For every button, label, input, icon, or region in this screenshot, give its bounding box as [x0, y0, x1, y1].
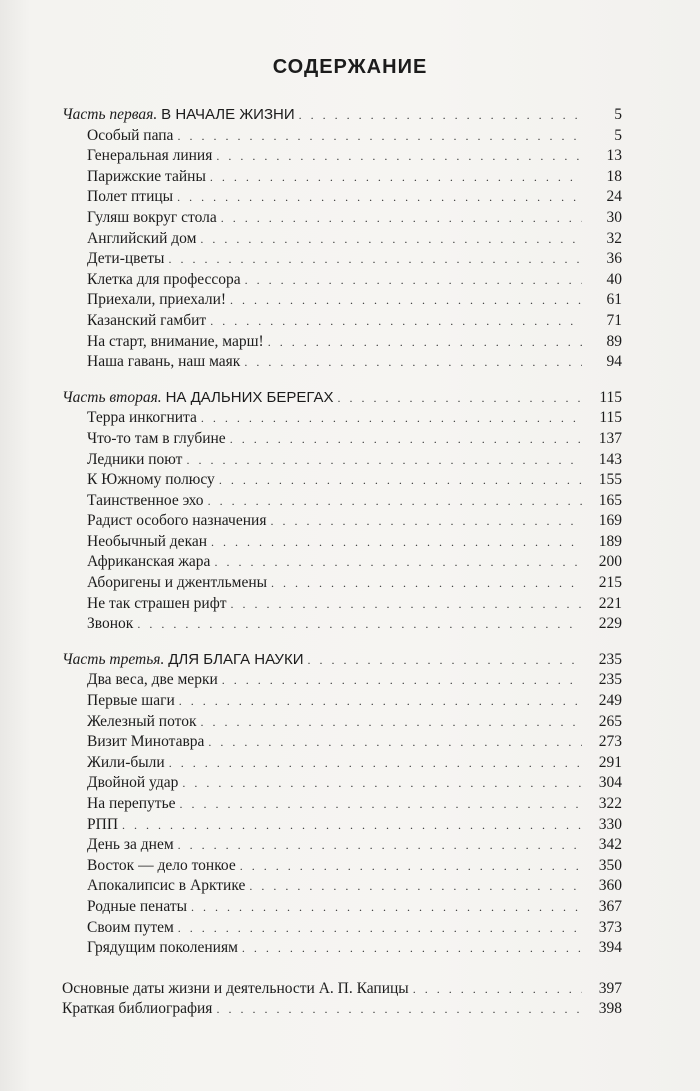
chapter-entry-title — [87, 208, 217, 229]
page-number: 322 — [598, 795, 622, 812]
chapter-title: Радист особого назначения — [87, 512, 267, 530]
part-heading-title — [62, 105, 295, 126]
chapter-title: Особый папа — [87, 126, 174, 144]
chapter-entry-title — [87, 229, 196, 250]
chapter-entry — [62, 773, 622, 794]
chapter-entry-title — [87, 532, 207, 553]
dot-leader — [230, 290, 582, 311]
page-number: 189 — [598, 532, 622, 550]
part-heading-title — [62, 388, 334, 409]
chapter-title: Терра инкогнита — [87, 409, 197, 427]
dot-leader — [201, 408, 582, 429]
chapter-entry — [62, 712, 622, 733]
dot-leader — [230, 429, 582, 450]
page-number: 373 — [598, 918, 622, 936]
chapter-title: Аборигены и джентльмены — [87, 574, 268, 592]
dot-leader — [208, 491, 582, 512]
page-number: 5 — [614, 106, 622, 123]
part-heading — [62, 650, 622, 671]
chapter-entry — [62, 614, 622, 635]
chapter-title: На перепутье — [87, 795, 176, 812]
part-heading — [62, 388, 622, 409]
page-number: 350 — [598, 856, 622, 874]
dot-leader — [168, 249, 582, 270]
chapter-entry-title — [87, 187, 173, 208]
chapter-entry — [62, 552, 622, 573]
chapter-entry — [62, 332, 622, 353]
dot-leader — [191, 897, 582, 918]
dot-leader — [214, 552, 582, 573]
dot-leader — [249, 876, 582, 897]
chapter-title: Грядущим поколениям — [87, 939, 238, 957]
dot-leader — [271, 573, 582, 594]
chapter-entry — [62, 753, 622, 774]
chapter-title: Визит Минотавра — [87, 733, 205, 751]
chapter-entry — [62, 918, 622, 939]
appendix-title: Основные даты жизни и деятельности А. П. Капицы — [62, 979, 409, 997]
chapter-entry — [62, 450, 622, 471]
page-number: 398 — [598, 1000, 622, 1018]
page-number: 330 — [598, 815, 622, 833]
table-of-contents — [62, 105, 622, 1020]
chapter-entry-title — [87, 876, 245, 897]
chapter-title: Английский дом — [87, 229, 197, 247]
chapter-entry-title — [87, 732, 204, 753]
chapter-entry — [62, 691, 622, 712]
dot-leader — [186, 450, 582, 471]
chapter-title: Таинственное эхо — [87, 491, 204, 509]
chapter-entry-title — [87, 146, 212, 167]
page-number: 165 — [598, 491, 622, 509]
chapter-entry-title — [87, 614, 133, 635]
dot-leader — [216, 999, 582, 1020]
appendix-title: Краткая библиография — [62, 1000, 213, 1018]
dot-leader — [210, 167, 582, 188]
chapter-entry-title — [87, 773, 178, 794]
chapter-entry-title — [87, 938, 238, 959]
dot-leader — [240, 856, 582, 877]
chapter-entry — [62, 126, 622, 147]
dot-leader — [231, 594, 582, 615]
chapter-entry — [62, 208, 622, 229]
chapter-title: День за днем — [87, 836, 174, 854]
chapter-entry-title — [87, 249, 164, 270]
chapter-title: Своим путем — [87, 918, 174, 936]
chapter-entry — [62, 187, 622, 208]
page-number: 360 — [598, 877, 622, 895]
page-number: 215 — [598, 574, 622, 592]
chapter-entry — [62, 532, 622, 553]
chapter-entry-title — [87, 511, 266, 532]
chapter-title: Двойной удар — [87, 774, 179, 792]
chapter-entry — [62, 594, 622, 615]
dot-leader — [242, 938, 582, 959]
chapter-title: Клетка для профессора — [87, 270, 241, 288]
chapter-entry-title — [87, 712, 196, 733]
chapter-entry-title — [87, 835, 174, 856]
page-number: 61 — [606, 291, 622, 309]
chapter-entry-title — [87, 918, 174, 939]
chapter-entry — [62, 270, 622, 291]
chapter-entry — [62, 229, 622, 250]
dot-leader — [211, 532, 582, 553]
chapter-entry-title — [87, 670, 218, 691]
chapter-entry-title — [87, 897, 187, 918]
chapter-title: Необычный декан — [87, 532, 208, 550]
chapter-title: Железный поток — [87, 712, 197, 730]
chapter-entry — [62, 876, 622, 897]
dot-leader — [179, 691, 582, 712]
dot-leader — [177, 187, 582, 208]
chapter-entry — [62, 470, 622, 491]
page-number: 342 — [598, 836, 622, 854]
page-number: 94 — [606, 353, 622, 371]
chapter-title: Не так страшен рифт — [87, 594, 227, 612]
dot-leader — [210, 311, 582, 332]
chapter-entry-title — [87, 332, 264, 353]
page-number: 143 — [598, 450, 622, 468]
part-heading — [62, 105, 622, 126]
chapter-entry — [62, 794, 622, 815]
part-name: НА ДАЛЬНИХ БЕРЕГАХ — [165, 388, 334, 406]
chapter-title: Приехали, приехали! — [87, 291, 227, 309]
chapter-entry-title — [87, 450, 182, 471]
page-title: СОДЕРЖАНИЕ — [272, 56, 428, 78]
dot-leader — [180, 794, 582, 815]
page-number: 221 — [598, 594, 622, 612]
chapter-entry-title — [87, 311, 206, 332]
page-number: 235 — [598, 671, 622, 689]
chapter-title: Генеральная линия — [87, 147, 213, 165]
chapter-entry-title — [87, 594, 227, 615]
dot-leader — [221, 208, 582, 229]
chapter-entry — [62, 732, 622, 753]
chapter-title: Африканская жара — [87, 553, 211, 571]
chapter-entry-title — [87, 429, 226, 450]
chapter-title: Казанский гамбит — [87, 311, 207, 329]
dot-leader — [216, 146, 582, 167]
chapter-entry-title — [87, 270, 241, 291]
chapter-entry — [62, 311, 622, 332]
chapter-entry — [62, 429, 622, 450]
appendix-entry-title — [62, 979, 409, 1000]
page-number: 273 — [598, 733, 622, 751]
chapter-title: Дети-цветы — [87, 250, 165, 268]
chapter-entry-title — [87, 815, 118, 836]
chapter-entry — [62, 670, 622, 691]
chapter-title: Звонок — [87, 615, 134, 633]
part-name: В НАЧАЛЕ ЖИЗНИ — [161, 106, 295, 123]
section-gap — [62, 373, 622, 388]
dot-leader — [182, 773, 582, 794]
appendix-entry — [62, 979, 622, 1000]
chapter-entry — [62, 352, 622, 373]
chapter-entry — [62, 815, 622, 836]
part-label: Часть первая. — [62, 106, 158, 123]
chapter-title: Что-то там в глубине — [87, 429, 226, 447]
chapter-title: Два веса, две мерки — [87, 671, 218, 689]
page-number: 89 — [606, 332, 622, 350]
dot-leader — [338, 388, 582, 409]
page-number: 115 — [599, 409, 622, 427]
chapter-entry — [62, 835, 622, 856]
chapter-entry-title — [87, 491, 204, 512]
chapter-entry — [62, 146, 622, 167]
dot-leader — [222, 670, 582, 691]
dot-leader — [122, 815, 582, 836]
part-label: Часть третья. — [62, 650, 165, 668]
dot-leader — [169, 753, 582, 774]
chapter-entry — [62, 856, 622, 877]
chapter-entry — [62, 938, 622, 959]
chapter-entry — [62, 290, 622, 311]
dot-leader — [178, 918, 582, 939]
page-number: 24 — [606, 188, 622, 206]
dot-leader — [270, 511, 582, 532]
chapter-entry — [62, 573, 622, 594]
page-number: 18 — [606, 167, 622, 185]
dot-leader — [177, 126, 582, 147]
dot-leader — [200, 712, 582, 733]
chapter-title: Апокалипсис в Арктике — [87, 877, 246, 895]
chapter-entry — [62, 511, 622, 532]
chapter-title: Ледники поют — [87, 450, 183, 468]
chapter-entry-title — [87, 408, 197, 429]
chapter-entry — [62, 491, 622, 512]
chapter-entry — [62, 167, 622, 188]
part-heading-title — [62, 650, 303, 671]
chapter-entry-title — [87, 753, 165, 774]
dot-leader — [245, 270, 582, 291]
dot-leader — [299, 105, 582, 126]
page-number: 235 — [598, 650, 622, 668]
chapter-entry-title — [87, 126, 173, 147]
page-number: 200 — [598, 553, 622, 571]
page-number: 304 — [598, 774, 622, 792]
chapter-title: Жили-были — [87, 753, 165, 771]
page-number: 249 — [598, 692, 622, 710]
dot-leader — [208, 732, 582, 753]
chapter-entry-title — [87, 167, 206, 188]
dot-leader — [268, 332, 582, 353]
chapter-entry-title — [87, 691, 175, 712]
dot-leader — [137, 614, 582, 635]
page-number: 291 — [598, 753, 622, 771]
page-number: 5 — [614, 126, 622, 144]
section-gap — [62, 635, 622, 650]
chapter-title: Гуляш вокруг стола — [87, 208, 217, 226]
dot-leader — [219, 470, 582, 491]
page-number: 115 — [599, 388, 622, 406]
appendix-entry — [62, 999, 622, 1020]
chapter-title: Парижские тайны — [87, 167, 206, 185]
chapter-entry-title — [87, 856, 236, 877]
part-label: Часть вторая. — [62, 388, 162, 406]
page-number: 30 — [606, 208, 622, 226]
page-number: 229 — [598, 615, 622, 633]
page-number: 367 — [598, 897, 622, 915]
page-number: 137 — [598, 429, 622, 447]
page-number: 32 — [606, 229, 622, 247]
page-number: 397 — [598, 979, 622, 997]
part-name: ДЛЯ БЛАГА НАУКИ — [168, 650, 304, 668]
chapter-title: К Южному полюсу — [87, 471, 215, 489]
page-number: 394 — [598, 939, 622, 957]
chapter-title: Полет птицы — [87, 188, 174, 206]
chapter-entry-title — [87, 552, 210, 573]
chapter-entry-title — [87, 794, 176, 815]
dot-leader — [413, 979, 582, 1000]
chapter-entry-title — [87, 290, 226, 311]
chapter-entry — [62, 249, 622, 270]
page-number: 36 — [606, 250, 622, 268]
dot-leader — [178, 835, 582, 856]
chapter-title: На старт, внимание, марш! — [87, 332, 264, 350]
section-gap — [62, 959, 622, 979]
page-number: 40 — [606, 270, 622, 288]
page-number: 169 — [598, 512, 622, 530]
dot-leader — [200, 229, 582, 250]
chapter-title: Наша гавань, наш маяк — [87, 353, 241, 371]
chapter-entry-title — [87, 352, 240, 373]
page-number: 155 — [598, 471, 622, 489]
chapter-title: РПП — [87, 815, 119, 833]
chapter-entry-title — [87, 573, 267, 594]
dot-leader — [244, 352, 582, 373]
chapter-entry — [62, 408, 622, 429]
page-number: 71 — [606, 311, 622, 329]
page-number: 13 — [606, 147, 622, 165]
dot-leader — [307, 650, 582, 671]
chapter-entry-title — [87, 470, 215, 491]
page-number: 265 — [598, 712, 622, 730]
chapter-title: Восток — дело тонкое — [87, 856, 236, 874]
chapter-title: Родные пенаты — [87, 897, 188, 915]
chapter-entry — [62, 897, 622, 918]
appendix-entry-title — [62, 999, 212, 1020]
chapter-title: Первые шаги — [87, 692, 175, 710]
